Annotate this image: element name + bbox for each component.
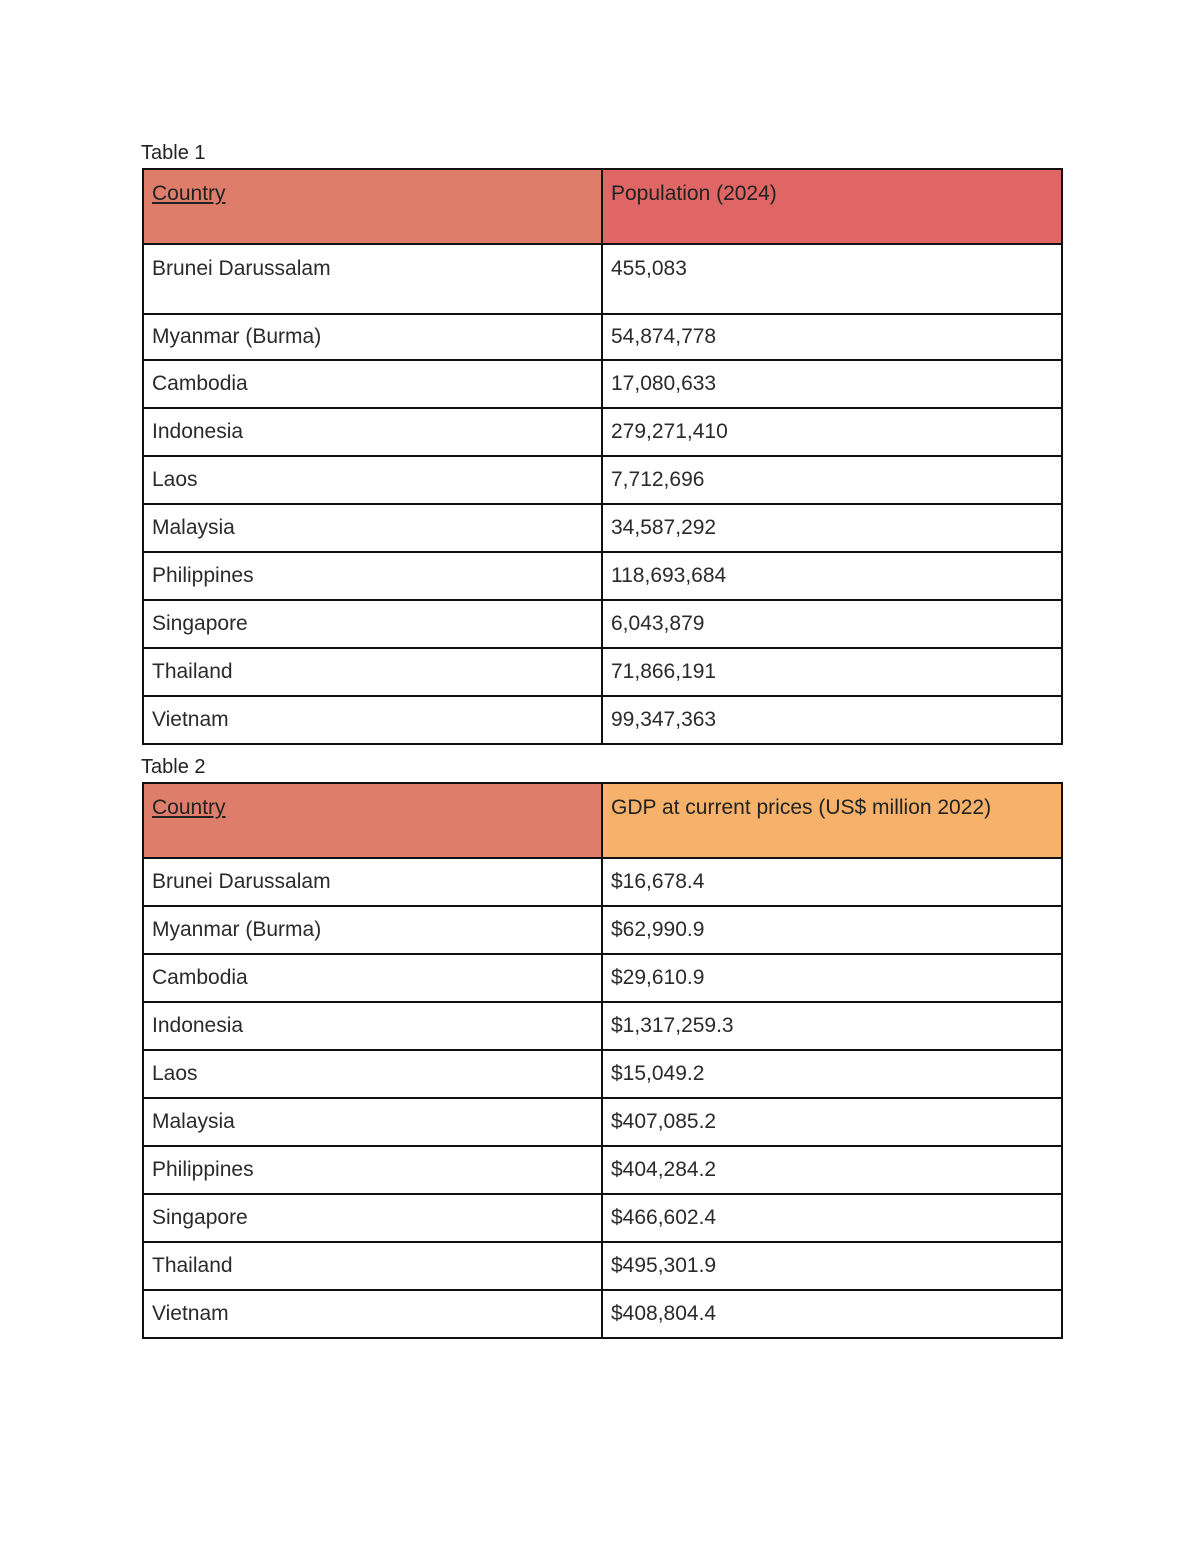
country-cell: Philippines [143, 1146, 602, 1194]
gdp-table [142, 782, 1063, 1339]
table-2-caption: Table 2 [141, 756, 206, 778]
table-row [143, 600, 1062, 648]
gdp-cell: $1,317,259.3 [602, 1002, 1062, 1050]
gdp-cell: $407,085.2 [602, 1098, 1062, 1146]
population-cell: 7,712,696 [602, 456, 1062, 504]
country-cell: Thailand [143, 648, 602, 696]
table-row [143, 1098, 1062, 1146]
gdp-cell: $29,610.9 [602, 954, 1062, 1002]
country-cell: Indonesia [143, 1002, 602, 1050]
country-cell: Malaysia [143, 1098, 602, 1146]
table-row [143, 954, 1062, 1002]
country-cell: Cambodia [143, 360, 602, 408]
country-cell: Singapore [143, 600, 602, 648]
country-cell: Vietnam [143, 696, 602, 744]
population-cell: 6,043,879 [602, 600, 1062, 648]
population-cell: 118,693,684 [602, 552, 1062, 600]
table-row [143, 1050, 1062, 1098]
table-row [143, 1194, 1062, 1242]
table-row [143, 1002, 1062, 1050]
population-cell: 99,347,363 [602, 696, 1062, 744]
country-column-header: Country [143, 169, 602, 244]
gdp-cell: $404,284.2 [602, 1146, 1062, 1194]
table-row [143, 504, 1062, 552]
table-row [143, 648, 1062, 696]
table-row [143, 1290, 1062, 1338]
population-column-header: Population (2024) [602, 169, 1062, 244]
country-cell: Brunei Darussalam [143, 244, 602, 314]
country-cell: Vietnam [143, 1290, 602, 1338]
country-cell: Brunei Darussalam [143, 858, 602, 906]
gdp-cell: $408,804.4 [602, 1290, 1062, 1338]
population-cell: 455,083 [602, 244, 1062, 314]
gdp-column-header: GDP at current prices (US$ million 2022) [602, 783, 1062, 858]
table-1-caption: Table 1 [141, 142, 206, 164]
country-cell: Laos [143, 1050, 602, 1098]
gdp-cell: $16,678.4 [602, 858, 1062, 906]
country-cell: Myanmar (Burma) [143, 906, 602, 954]
country-cell: Myanmar (Burma) [143, 314, 602, 360]
population-table [142, 168, 1063, 745]
table-row [143, 456, 1062, 504]
table-header-row [143, 169, 1062, 244]
table-row [143, 906, 1062, 954]
population-cell: 279,271,410 [602, 408, 1062, 456]
gdp-cell: $15,049.2 [602, 1050, 1062, 1098]
table-row [143, 696, 1062, 744]
table-row [143, 1242, 1062, 1290]
population-cell: 17,080,633 [602, 360, 1062, 408]
country-cell: Singapore [143, 1194, 602, 1242]
gdp-cell: $495,301.9 [602, 1242, 1062, 1290]
country-cell: Indonesia [143, 408, 602, 456]
population-cell: 71,866,191 [602, 648, 1062, 696]
table-row [143, 244, 1062, 314]
table-header-row [143, 783, 1062, 858]
country-cell: Philippines [143, 552, 602, 600]
table-row [143, 1146, 1062, 1194]
country-cell: Thailand [143, 1242, 602, 1290]
table-row [143, 360, 1062, 408]
gdp-cell: $466,602.4 [602, 1194, 1062, 1242]
population-cell: 54,874,778 [602, 314, 1062, 360]
table-row [143, 858, 1062, 906]
table-row [143, 314, 1062, 360]
country-column-header: Country [143, 783, 602, 858]
population-cell: 34,587,292 [602, 504, 1062, 552]
country-cell: Laos [143, 456, 602, 504]
country-cell: Cambodia [143, 954, 602, 1002]
table-row [143, 552, 1062, 600]
table-row [143, 408, 1062, 456]
gdp-cell: $62,990.9 [602, 906, 1062, 954]
country-cell: Malaysia [143, 504, 602, 552]
